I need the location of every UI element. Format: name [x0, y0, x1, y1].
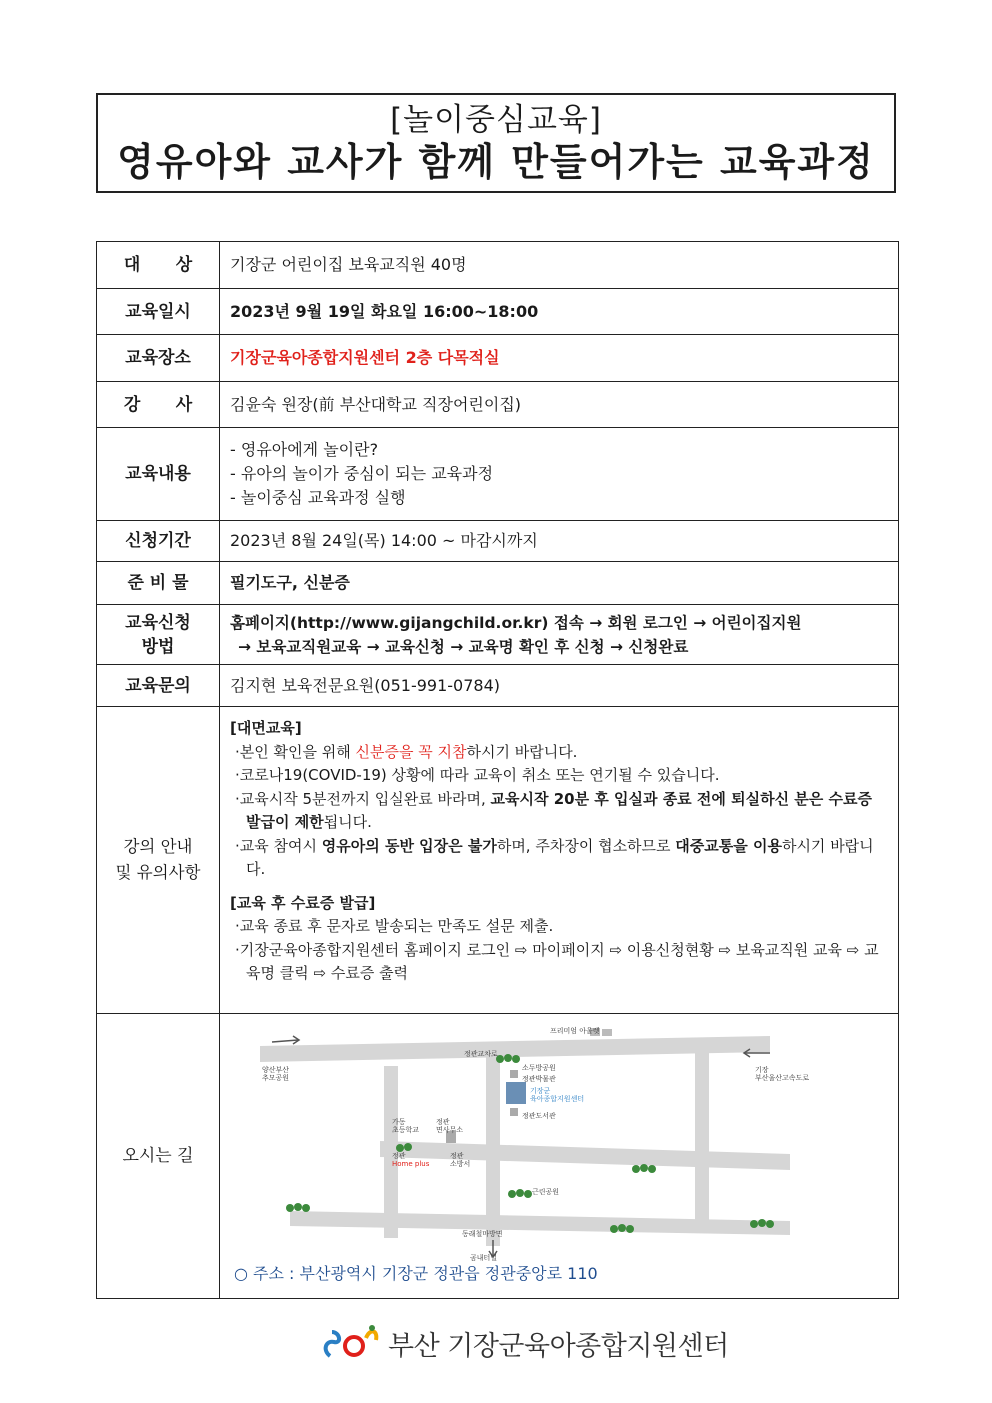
value-content — [220, 428, 899, 521]
footer-org-name: 부산 기장군육아종합지원센터 — [388, 1331, 729, 1362]
label-inquiry: 교육문의 — [97, 665, 220, 707]
label-date: 교육일시 — [97, 289, 220, 335]
building-icon — [602, 1029, 612, 1036]
row-place — [97, 335, 899, 382]
road-right — [695, 1042, 709, 1232]
map-label: 곰내터널 — [470, 1254, 498, 1261]
title-main: 영유아와 교사가 함께 만들어가는 교육과정 — [117, 140, 875, 184]
road-bottom — [290, 1211, 790, 1235]
notice-item — [230, 741, 890, 765]
map-label: 면사무소 — [436, 1126, 464, 1134]
map-label: 가동 — [392, 1118, 406, 1126]
label-place: 교육장소 — [97, 335, 220, 382]
row-supplies — [97, 562, 899, 605]
value-lecturer: 김윤숙 원장(前 부산대학교 직장어린이집) — [220, 382, 899, 428]
value-target: 기장군 어린이집 보육교직원 40명 — [220, 242, 899, 289]
map-label: 소두방공원 — [522, 1064, 556, 1072]
label-target: 대 상 — [97, 242, 220, 289]
notice-text: ·교육 참여시 — [235, 836, 322, 855]
map-area — [220, 1014, 898, 1297]
notice-text: 하며, 주차장이 협소하므로 — [496, 836, 676, 855]
notice-emphasis: 신분증을 꼭 지참 — [355, 742, 467, 761]
info-table — [96, 241, 899, 1299]
notice-item — [230, 788, 890, 835]
label-content: 교육내용 — [97, 428, 220, 521]
row-content — [97, 428, 899, 521]
map-label: 정관도서관 — [522, 1112, 556, 1120]
notice-item — [230, 835, 890, 882]
label-lecturer: 강 사 — [97, 382, 220, 428]
value-directions — [220, 1014, 899, 1299]
content-item: - 놀이중심 교육과정 실행 — [230, 488, 406, 507]
map-label: 정관박물관 — [522, 1075, 556, 1083]
label-directions: 오시는 길 — [97, 1014, 220, 1299]
method-line2: → 보육교직원교육 → 교육신청 → 교육명 확인 후 신청 → 신청완료 — [238, 637, 689, 656]
map-label: 부산울산고속도로 — [755, 1074, 810, 1082]
label-method-line2: 방법 — [141, 636, 175, 657]
certificate-item: ·교육 종료 후 문자로 발송되는 만족도 설문 제출. — [235, 917, 554, 935]
row-lecturer — [97, 382, 899, 428]
map-label: 기장군 — [530, 1087, 551, 1095]
map-label: 육아종합지원센터 — [530, 1095, 585, 1103]
label-period: 신청기간 — [97, 521, 220, 562]
map-label: Home plus — [392, 1160, 430, 1168]
building-icon — [510, 1070, 518, 1078]
section-certificate: [교육 후 수료증 발급] — [230, 893, 376, 912]
label-method-line1: 교육신청 — [125, 612, 191, 633]
road-center — [486, 1046, 500, 1246]
value-period: 2023년 8월 24일(목) 14:00 ~ 마감시까지 — [220, 521, 899, 562]
label-supplies: 준 비 물 — [97, 562, 220, 605]
value-notice — [220, 707, 899, 1014]
content-item: - 유아의 놀이가 중심이 되는 교육과정 — [230, 464, 494, 483]
content-item: - 영유아에게 놀이란? — [230, 440, 379, 459]
notice-text: ·교육시작 5분전까지 입실완료 바라며, — [235, 789, 491, 808]
map-label: 초등학교 — [392, 1126, 420, 1134]
row-date — [97, 289, 899, 335]
section-face-to-face: [대면교육] — [230, 719, 302, 737]
certificate-item: ·기장군육아종합지원센터 홈페이지 로그인 ⇨ 마이페이지 ⇨ 이용신청현황 ⇨ 보육교직원 교육 ⇨ 교육명 클릭 ⇨ 수료증 출력 — [235, 940, 879, 982]
row-notice — [97, 707, 899, 1014]
notice-emphasis: 대중교통을 이용 — [675, 836, 782, 855]
row-period — [97, 521, 899, 562]
center-building-icon — [506, 1082, 526, 1104]
notice-item: ·코로나19(COVID-19) 상황에 따라 교육이 취소 또는 연기될 수 있습니다. — [235, 766, 720, 784]
title-box — [96, 93, 896, 193]
map-label: 정관 — [450, 1152, 464, 1160]
address-text: ○ 주소 : 부산광역시 기장군 정관읍 정관중앙로 110 — [234, 1264, 598, 1283]
map-label: 근린공원 — [532, 1188, 560, 1196]
label-notice-line2: 및 유의사항 — [115, 863, 201, 882]
map-label: 동래철마방면 — [462, 1230, 503, 1238]
notice-text: 됩니다. — [323, 813, 372, 831]
center-logo-icon — [320, 1318, 382, 1364]
label-notice — [97, 707, 220, 1014]
value-place: 기장군육아종합지원센터 2층 다목적실 — [220, 335, 899, 382]
map-label: 정관 — [436, 1118, 450, 1126]
map-label: 소방서 — [450, 1160, 471, 1168]
label-notice-line1: 강의 안내 — [123, 837, 193, 856]
title-subtitle: [놀이중심교육] — [390, 102, 602, 138]
label-method — [97, 605, 220, 665]
value-method — [220, 605, 899, 665]
value-supplies: 필기도구, 신분증 — [220, 562, 899, 605]
row-method — [97, 605, 899, 665]
map-label: 프리미엄 아울렛 — [550, 1027, 600, 1035]
row-target — [97, 242, 899, 289]
map-label: 정관 — [392, 1152, 406, 1160]
building-icon — [510, 1108, 518, 1116]
footer — [320, 1318, 729, 1366]
map-label: 정관교차로 — [464, 1050, 498, 1058]
location-map — [250, 1026, 810, 1261]
arrow-right-icon — [272, 1036, 299, 1044]
notice-emphasis: 교육시작 20분 후 입실과 종료 전에 퇴실하신 분은 수료증 발급이 제한 — [246, 789, 872, 831]
map-label: 기장 — [755, 1066, 769, 1074]
road-middle — [380, 1141, 790, 1170]
map-label: 추모공원 — [262, 1074, 290, 1082]
row-directions — [97, 1014, 899, 1299]
notice-emphasis: 영유아의 동반 입장은 불가 — [321, 836, 497, 855]
value-date: 2023년 9월 19일 화요일 16:00~18:00 — [220, 289, 899, 335]
method-line1: 홈페이지(http://www.gijangchild.or.kr) 접속 → 회원 로그인 → 어린이집지원 — [230, 613, 802, 632]
value-inquiry: 김지현 보육전문요원(051-991-0784) — [220, 665, 899, 707]
row-inquiry — [97, 665, 899, 707]
notice-text: ·본인 확인을 위해 — [235, 742, 356, 761]
notice-text: 하시기 바랍니다. — [246, 836, 874, 878]
notice-text: 하시기 바랍니다. — [466, 742, 578, 761]
map-label: 양산부산 — [262, 1066, 290, 1074]
